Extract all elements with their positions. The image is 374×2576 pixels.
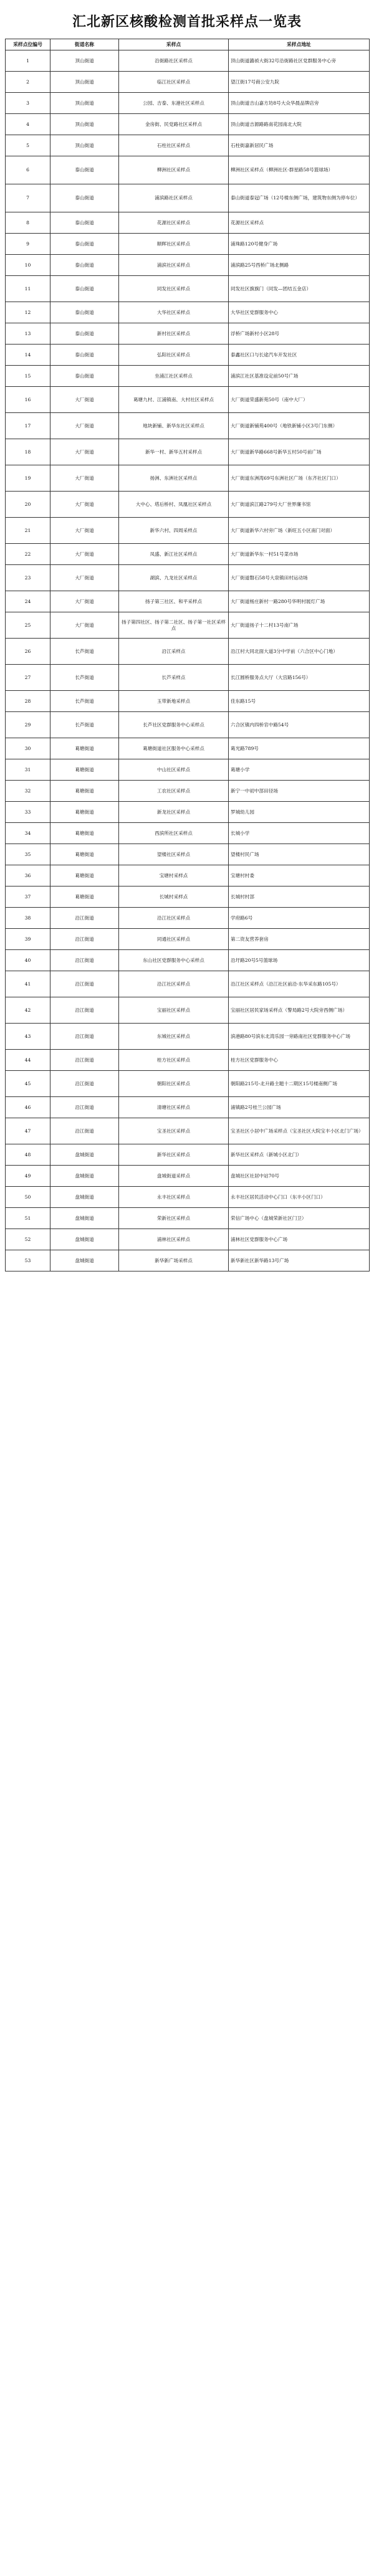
table-row (6, 1229, 370, 1250)
cell-street: 沿江街道 (50, 1118, 119, 1144)
cell-street: 顶山街道 (50, 72, 119, 93)
cell-site: 宝圣社区采样点 (119, 1118, 229, 1144)
cell-address: 大厂街道荣盛新苑50号（南中大厂） (229, 387, 370, 413)
table-row (6, 366, 370, 387)
cell-street: 大厂街道 (50, 413, 119, 439)
table-row (6, 135, 370, 156)
table-row (6, 50, 370, 72)
cell-no: 2 (6, 72, 50, 93)
cell-no: 11 (6, 276, 50, 302)
cell-street: 泰山街道 (50, 184, 119, 212)
cell-address: 宝塘村村委 (229, 865, 370, 886)
table-row (6, 639, 370, 665)
cell-no: 43 (6, 1024, 50, 1050)
cell-street: 沿江街道 (50, 908, 119, 929)
table-row (6, 1187, 370, 1208)
cell-street: 盘城街道 (50, 1187, 119, 1208)
cell-site: 长芦社区党群服务中心采样点 (119, 712, 229, 738)
cell-street: 顶山街道 (50, 114, 119, 135)
header-no: 采样点位编号 (6, 39, 50, 50)
table-row (6, 865, 370, 886)
cell-street: 葛塘街道 (50, 738, 119, 759)
cell-site: 新龙社区采样点 (119, 802, 229, 823)
table-row (6, 93, 370, 114)
cell-address: 顶山街道吉源路路南花园南北大院 (229, 114, 370, 135)
cell-no: 49 (6, 1166, 50, 1187)
cell-no: 41 (6, 971, 50, 997)
cell-address: 盘城社区社居中站70号 (229, 1166, 370, 1187)
table-row (6, 114, 370, 135)
cell-site: 石柱社区采样点 (119, 135, 229, 156)
cell-site: 沿江采样点 (119, 639, 229, 665)
cell-street: 长芦街道 (50, 665, 119, 691)
cell-no: 23 (6, 565, 50, 591)
table-row (6, 1250, 370, 1271)
cell-site: 大华社区采样点 (119, 302, 229, 323)
cell-street: 盘城街道 (50, 1229, 119, 1250)
cell-site: 地块新铺、新华东社区采样点 (119, 413, 229, 439)
cell-site: 宝丽社区采样点 (119, 997, 229, 1024)
cell-street: 大厂街道 (50, 612, 119, 639)
cell-site: 朝阳社区采样点 (119, 1071, 229, 1097)
cell-site: 临江社区采样点 (119, 72, 229, 93)
cell-no: 13 (6, 323, 50, 345)
cell-address: 新宁一中初中部田径场 (229, 781, 370, 802)
cell-site: 盘城街道采样点 (119, 1166, 229, 1187)
table-row (6, 1166, 370, 1187)
cell-street: 葛塘街道 (50, 844, 119, 865)
cell-no: 34 (6, 823, 50, 844)
cell-street: 大厂街道 (50, 544, 119, 565)
table-row (6, 759, 370, 781)
cell-street: 沿江街道 (50, 929, 119, 950)
cell-no: 50 (6, 1187, 50, 1208)
cell-address: 葛光路789号 (229, 738, 370, 759)
table-row (6, 184, 370, 212)
cell-site: 同通社区采样点 (119, 929, 229, 950)
cell-no: 33 (6, 802, 50, 823)
table-row (6, 1208, 370, 1229)
cell-street: 大厂街道 (50, 518, 119, 544)
cell-no: 8 (6, 212, 50, 234)
cell-no: 5 (6, 135, 50, 156)
table-row (6, 591, 370, 612)
cell-no: 24 (6, 591, 50, 612)
cell-street: 泰山街道 (50, 366, 119, 387)
table-row (6, 1024, 370, 1050)
table-header-row (6, 39, 370, 50)
cell-site: 顺晖社区采样点 (119, 234, 229, 255)
cell-address: 大厂街道磐石58号大泉镇田村运动场 (229, 565, 370, 591)
cell-no: 20 (6, 492, 50, 518)
header-address: 采样点地址 (229, 39, 370, 50)
cell-no: 16 (6, 387, 50, 413)
cell-no: 10 (6, 255, 50, 276)
cell-site: 永丰社区采样点 (119, 1187, 229, 1208)
cell-street: 葛塘街道 (50, 886, 119, 908)
table-row (6, 1097, 370, 1118)
cell-site: 公园、吉泰、东港社区采样点 (119, 93, 229, 114)
cell-street: 大厂街道 (50, 591, 119, 612)
cell-no: 9 (6, 234, 50, 255)
cell-site: 沿江社区采样点 (119, 908, 229, 929)
page-title: 汇北新区核酸检测首批采样点一览表 (72, 14, 302, 30)
cell-no: 7 (6, 184, 50, 212)
cell-address: 第二资友营养套房 (229, 929, 370, 950)
cell-site: 大中心、塔后桥村、凤凰社区采样点 (119, 492, 229, 518)
cell-site: 清塘社区采样点 (119, 1097, 229, 1118)
table-row (6, 255, 370, 276)
cell-address: 长江圆桥服务点大厅（大宫路156号） (229, 665, 370, 691)
cell-no: 35 (6, 844, 50, 865)
cell-address: 沿圩路20号5号篮球场 (229, 950, 370, 971)
cell-site: 玉带新地采样点 (119, 691, 229, 712)
cell-address: 大华社区党群服务中心 (229, 302, 370, 323)
cell-no: 44 (6, 1050, 50, 1071)
cell-site: 工农社区采样点 (119, 781, 229, 802)
cell-address: 大厂街道新华东一村51号菜市场 (229, 544, 370, 565)
cell-street: 顶山街道 (50, 135, 119, 156)
cell-address: 浦林社区党群服务中心广场 (229, 1229, 370, 1250)
cell-address: 沿江社区采样点（沿江社区前沿-东华采东路105号） (229, 971, 370, 997)
cell-site: 中山社区采样点 (119, 759, 229, 781)
table-row (6, 691, 370, 712)
cell-no: 26 (6, 639, 50, 665)
cell-street: 沿江街道 (50, 1097, 119, 1118)
cell-site: 浦滨社区采样点 (119, 255, 229, 276)
cell-street: 泰山街道 (50, 156, 119, 184)
cell-street: 沿江街道 (50, 1071, 119, 1097)
table-row (6, 712, 370, 738)
sampling-sites-table (5, 39, 370, 1271)
cell-address: 大厂街道新华路668号新华五村50号前广场 (229, 439, 370, 465)
table-row (6, 886, 370, 908)
table-row (6, 518, 370, 544)
cell-street: 大厂街道 (50, 465, 119, 492)
table-row (6, 971, 370, 997)
cell-address: 朝阳路215号-北升路主题十二期区15号楼南侧广场 (229, 1071, 370, 1097)
cell-site: 柳洲社区采样点 (119, 156, 229, 184)
cell-site: 葛塘街道社区服务中心采样点 (119, 738, 229, 759)
cell-no: 4 (6, 114, 50, 135)
cell-site: 花源社区采样点 (119, 212, 229, 234)
cell-street: 泰山街道 (50, 212, 119, 234)
cell-site: 望楼社区采样点 (119, 844, 229, 865)
cell-site: 新村社区采样点 (119, 323, 229, 345)
cell-site: 东山社区党群服务中心采样点 (119, 950, 229, 971)
table-row (6, 276, 370, 302)
cell-no: 28 (6, 691, 50, 712)
cell-street: 葛塘街道 (50, 781, 119, 802)
table-row (6, 908, 370, 929)
cell-no: 31 (6, 759, 50, 781)
cell-site: 桂方社区采样点 (119, 1050, 229, 1071)
cell-address: 大厂街道杨庄新村一路280号华明村展灯广场 (229, 591, 370, 612)
table-row (6, 439, 370, 465)
table-row (6, 612, 370, 639)
cell-site: 凤盛、新江社区采样点 (119, 544, 229, 565)
cell-street: 盘城街道 (50, 1208, 119, 1229)
cell-street: 泰山街道 (50, 276, 119, 302)
cell-street: 沿江街道 (50, 1050, 119, 1071)
cell-address: 新华新社区新华路13号广场 (229, 1250, 370, 1271)
cell-address: 望江街17号商公安九院 (229, 72, 370, 93)
cell-address: 宝圣社区小居中广场采样点（宝圣社区大院宝丰小区北门广场） (229, 1118, 370, 1144)
cell-no: 47 (6, 1118, 50, 1144)
cell-street: 大厂街道 (50, 565, 119, 591)
cell-street: 葛塘街道 (50, 802, 119, 823)
table-row (6, 345, 370, 366)
cell-street: 沿江街道 (50, 950, 119, 971)
table-row (6, 823, 370, 844)
cell-address: 罗城幼儿园 (229, 802, 370, 823)
cell-address: 长城小学 (229, 823, 370, 844)
table-row (6, 387, 370, 413)
table-row (6, 1144, 370, 1166)
cell-site: 新华一村、新华五村采样点 (119, 439, 229, 465)
cell-address: 长城村村部 (229, 886, 370, 908)
cell-no: 1 (6, 50, 50, 72)
cell-site: 湖滨、九龙社区采样点 (119, 565, 229, 591)
header-site: 采样点 (119, 39, 229, 50)
cell-site: 长芦采样点 (119, 665, 229, 691)
cell-site: 扬子第四社区、扬子第二社区、扬子第一社区采样点 (119, 612, 229, 639)
cell-address: 顶山街道吉山嘉方坊8号大众华晨品牌店旁 (229, 93, 370, 114)
cell-address: 大厂街道新华六村旁广场（新旺五小区南门对面） (229, 518, 370, 544)
cell-street: 葛塘街道 (50, 759, 119, 781)
cell-street: 泰山街道 (50, 255, 119, 276)
cell-no: 30 (6, 738, 50, 759)
cell-site: 葛塘九村、江浦镇南、大村社区采样点 (119, 387, 229, 413)
cell-no: 15 (6, 366, 50, 387)
cell-address: 浦镇路2号桂兰公园广场 (229, 1097, 370, 1118)
cell-no: 46 (6, 1097, 50, 1118)
cell-address: 花源社区采样点 (229, 212, 370, 234)
table-row (6, 802, 370, 823)
cell-street: 葛塘街道 (50, 823, 119, 844)
cell-site: 浦滨路社区采样点 (119, 184, 229, 212)
cell-address: 泰山街道泰冠广场（12号楼东侧广场，建筑物东侧为停车位） (229, 184, 370, 212)
table-row (6, 72, 370, 93)
cell-no: 38 (6, 908, 50, 929)
cell-no: 32 (6, 781, 50, 802)
cell-street: 沿江街道 (50, 971, 119, 997)
cell-address: 浦滨江社区基准设定前50号广场 (229, 366, 370, 387)
cell-site: 弘阳社区采样点 (119, 345, 229, 366)
cell-address: 望楼村民广场 (229, 844, 370, 865)
cell-site: 扬洲、东洲社区采样点 (119, 465, 229, 492)
cell-street: 泰山街道 (50, 302, 119, 323)
cell-address: 大厂街道东洲湾69号东洲社区广场（东齐社区门口） (229, 465, 370, 492)
cell-site: 同发社区采样点 (119, 276, 229, 302)
cell-site: 浦林社区采样点 (119, 1229, 229, 1250)
cell-address: 佳东路15号 (229, 691, 370, 712)
cell-no: 3 (6, 93, 50, 114)
table-row (6, 738, 370, 759)
cell-address: 同发社区旗旗门（同发—团结五金店） (229, 276, 370, 302)
cell-site: 新华六村、四周采样点 (119, 518, 229, 544)
cell-no: 37 (6, 886, 50, 908)
table-row (6, 844, 370, 865)
cell-street: 长芦街道 (50, 691, 119, 712)
cell-site: 扬子第三社区、和平采样点 (119, 591, 229, 612)
cell-address: 浦珠路120号健身广场 (229, 234, 370, 255)
cell-no: 36 (6, 865, 50, 886)
table-row (6, 156, 370, 184)
table-row (6, 950, 370, 971)
table-row (6, 413, 370, 439)
table-body (6, 50, 370, 1271)
table-row (6, 565, 370, 591)
table-row (6, 323, 370, 345)
cell-no: 22 (6, 544, 50, 565)
cell-no: 53 (6, 1250, 50, 1271)
table-row (6, 302, 370, 323)
cell-no: 14 (6, 345, 50, 366)
cell-no: 40 (6, 950, 50, 971)
cell-street: 盘城街道 (50, 1250, 119, 1271)
cell-address: 顶山街道潞祯大街32号沿街路社区党群服务中心旁 (229, 50, 370, 72)
cell-no: 39 (6, 929, 50, 950)
header-street: 街道名称 (50, 39, 119, 50)
table-row (6, 492, 370, 518)
cell-address: 大厂街道扬子十二村13号南广场 (229, 612, 370, 639)
cell-address: 桂方社区党群服务中心 (229, 1050, 370, 1071)
cell-address: 荣信广场中心（盘城荣新社区门卫） (229, 1208, 370, 1229)
table-row (6, 665, 370, 691)
cell-street: 泰山街道 (50, 234, 119, 255)
cell-no: 51 (6, 1208, 50, 1229)
table-row (6, 1050, 370, 1071)
cell-site: 沿江社区采样点 (119, 971, 229, 997)
table-row (6, 1071, 370, 1097)
cell-no: 12 (6, 302, 50, 323)
cell-street: 葛塘街道 (50, 865, 119, 886)
cell-site: 宝塘村采样点 (119, 865, 229, 886)
cell-street: 泰山街道 (50, 323, 119, 345)
cell-no: 17 (6, 413, 50, 439)
cell-no: 6 (6, 156, 50, 184)
cell-street: 大厂街道 (50, 387, 119, 413)
cell-no: 52 (6, 1229, 50, 1250)
cell-street: 盘城街道 (50, 1144, 119, 1166)
cell-site: 长城村采样点 (119, 886, 229, 908)
cell-street: 长芦街道 (50, 639, 119, 665)
cell-no: 29 (6, 712, 50, 738)
cell-street: 顶山街道 (50, 50, 119, 72)
cell-site: 荣新社区采样点 (119, 1208, 229, 1229)
cell-address: 新华社区采样点（新城小区北门） (229, 1144, 370, 1166)
cell-street: 沿江街道 (50, 1024, 119, 1050)
cell-no: 21 (6, 518, 50, 544)
cell-address: 滨港路80号滨东北湾乐园一旁路南社区党群服务中心广场 (229, 1024, 370, 1050)
cell-address: 大厂街道新铺苑400号（地铁新铺小区3号门东侧） (229, 413, 370, 439)
table-row (6, 544, 370, 565)
cell-address: 学府路6号 (229, 908, 370, 929)
table-row (6, 929, 370, 950)
cell-address: 宝丽社区居民家场采样点（警局路2号大院旁西侧广场） (229, 997, 370, 1024)
cell-address: 柳洲社区采样点（柳洲社区-群星路58号篮球场） (229, 156, 370, 184)
cell-street: 沿江街道 (50, 997, 119, 1024)
cell-address: 大厂街道滨江路279号大厂世界廉书馆 (229, 492, 370, 518)
table-row (6, 234, 370, 255)
cell-street: 顶山街道 (50, 93, 119, 114)
cell-site: 坐浦江社区采样点 (119, 366, 229, 387)
cell-address: 浮桥广场新村小区28号 (229, 323, 370, 345)
cell-address: 石柱街嘉新居民广场 (229, 135, 370, 156)
cell-site: 新华社区采样点 (119, 1144, 229, 1166)
cell-address: 葛塘小学 (229, 759, 370, 781)
cell-street: 大厂街道 (50, 492, 119, 518)
cell-site: 东城社区采样点 (119, 1024, 229, 1050)
cell-street: 长芦街道 (50, 712, 119, 738)
cell-address: 浦滨路25号西桥广场北侧路 (229, 255, 370, 276)
cell-no: 48 (6, 1144, 50, 1166)
table-row (6, 212, 370, 234)
table-row (6, 997, 370, 1024)
table-row (6, 465, 370, 492)
cell-street: 大厂街道 (50, 439, 119, 465)
cell-no: 18 (6, 439, 50, 465)
cell-no: 27 (6, 665, 50, 691)
cell-no: 25 (6, 612, 50, 639)
table-row (6, 1118, 370, 1144)
cell-no: 45 (6, 1071, 50, 1097)
cell-street: 泰山街道 (50, 345, 119, 366)
cell-site: 金房街、民党路社区采样点 (119, 114, 229, 135)
cell-address: 六合区镇内四桥官中路54号 (229, 712, 370, 738)
cell-street: 盘城街道 (50, 1166, 119, 1187)
cell-site: 沿街路社区采样点 (119, 50, 229, 72)
cell-address: 永丰社区居民活动中心门口（东丰小区门口） (229, 1187, 370, 1208)
cell-site: 西滨所社区采样点 (119, 823, 229, 844)
cell-site: 新华新广场采样点 (119, 1250, 229, 1271)
cell-no: 42 (6, 997, 50, 1024)
table-row (6, 781, 370, 802)
cell-address: 沿江村大同北面大道3分中学前（六合区中心门地） (229, 639, 370, 665)
cell-no: 19 (6, 465, 50, 492)
cell-address: 泰鑫社区口与长途汽车开发社区 (229, 345, 370, 366)
